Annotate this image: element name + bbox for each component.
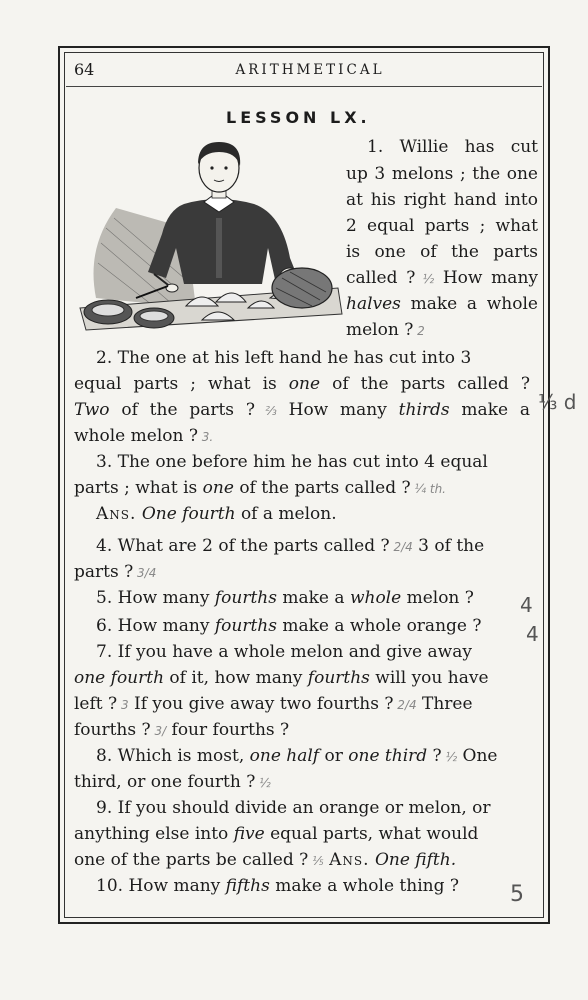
boy-cutting-melons-illustration [76, 138, 346, 336]
text-line [74, 562, 156, 583]
text-segment: of the parts called ? [233, 478, 411, 498]
text-line [346, 164, 538, 184]
text-segment: 9. If you should divide an orange or melon, or [96, 798, 491, 818]
text-line [346, 320, 425, 341]
text-segment: is one of the parts [346, 242, 538, 262]
text-segment: thirds [398, 400, 450, 420]
margin-note-4: 5 [510, 882, 524, 907]
text-segment: anything else into [74, 824, 234, 844]
margin-note-3: 4 [526, 622, 539, 646]
text-line [96, 876, 459, 896]
text-segment: If you give away two fourths ? [128, 694, 394, 714]
text-line [346, 216, 538, 236]
handwritten-answer: 2/4 [389, 540, 413, 554]
handwritten-answer: ½ [415, 272, 435, 286]
text-segment: 2. The one at his left hand he has cut into 3 [96, 348, 472, 368]
handwritten-answer: ½ [441, 750, 458, 764]
text-segment: 6. How many [96, 616, 215, 636]
lesson-title: LESSON LX. [226, 108, 371, 127]
text-line [96, 616, 481, 636]
text-segment: fourths [214, 588, 277, 608]
text-segment: four fourths ? [166, 720, 290, 740]
text-line [74, 772, 271, 793]
text-segment: will you have [369, 668, 489, 688]
text-segment: One fourth [141, 504, 236, 524]
margin-note-1: ⅓ d [538, 390, 577, 414]
handwritten-answer: 3. [197, 430, 214, 444]
text-segment: left ? [74, 694, 118, 714]
text-line [346, 190, 538, 210]
text-segment: Two [74, 400, 110, 420]
text-segment: make a [276, 588, 350, 608]
handwritten-answer: 3 [117, 698, 129, 712]
text-line [74, 374, 530, 394]
header-rule [66, 86, 542, 87]
text-segment: ? [427, 746, 442, 766]
text-segment: 1. Willie has cut [367, 137, 538, 157]
text-segment: 3 of the [412, 536, 485, 556]
text-segment: 2 equal parts ; what [346, 216, 538, 236]
text-line [74, 824, 478, 844]
handwritten-answer: ⅕ [308, 854, 324, 868]
text-segment: How many [434, 268, 538, 288]
text-segment: of the parts called ? [320, 374, 530, 394]
text-segment: 3. The one before him he has cut into 4 equal [96, 452, 488, 472]
text-line [96, 588, 474, 608]
text-segment: make a whole [400, 294, 538, 314]
text-line [96, 536, 484, 557]
text-segment: Ans. [329, 850, 370, 870]
text-line [74, 400, 530, 421]
running-head: ARITHMETICAL [235, 62, 385, 78]
text-segment: one of the parts be called ? [74, 850, 309, 870]
text-line [96, 348, 471, 368]
text-segment: halves [346, 294, 401, 314]
text-segment: or [319, 746, 349, 766]
text-segment: Three [416, 694, 473, 714]
text-line [74, 694, 473, 715]
text-segment: five [233, 824, 265, 844]
text-segment: 5. How many [96, 588, 215, 608]
text-segment: parts ; what is [74, 478, 203, 498]
text-line [96, 642, 472, 662]
text-segment: of it, how many [164, 668, 308, 688]
text-segment: up 3 melons ; the one [346, 164, 538, 184]
text-segment: equal parts ; what is [74, 374, 289, 394]
text-line [367, 137, 538, 157]
text-segment: fifths [225, 876, 270, 896]
text-segment: 8. Which is most, [96, 746, 250, 766]
handwritten-answer: ½ [255, 776, 271, 790]
handwritten-answer: 2 [413, 324, 425, 338]
text-segment: one [288, 374, 321, 394]
text-segment: fourths ? [74, 720, 151, 740]
text-segment: How many [276, 400, 399, 420]
text-segment: one fourth [74, 668, 165, 688]
text-segment: whole melon ? [74, 426, 198, 446]
text-line [346, 242, 538, 262]
text-line [74, 850, 456, 871]
text-segment: one third [348, 746, 428, 766]
text-segment: whole [349, 588, 402, 608]
text-segment: one [202, 478, 234, 498]
text-segment: one half [249, 746, 320, 766]
text-segment: 4. What are 2 of the parts called ? [96, 536, 390, 556]
text-segment: fourths [307, 668, 370, 688]
text-segment: make a whole thing ? [269, 876, 459, 896]
handwritten-answer: 2/4 [393, 698, 417, 712]
text-segment: One fifth. [374, 850, 457, 870]
page-number: 64 [74, 60, 95, 79]
text-segment: make a whole orange ? [276, 616, 482, 636]
text-line [96, 504, 337, 524]
text-segment: 7. If you have a whole melon and give away [96, 642, 472, 662]
text-line [96, 452, 488, 472]
text-line [346, 268, 538, 289]
text-segment: parts ? [74, 562, 134, 582]
text-segment: fourths [214, 616, 277, 636]
text-segment: of a melon. [235, 504, 337, 524]
text-segment: at his right hand into [346, 190, 538, 210]
text-line [346, 294, 538, 314]
text-segment: third, or one fourth ? [74, 772, 256, 792]
text-line [74, 668, 489, 688]
text-line [74, 478, 446, 499]
handwritten-answer: ⅔ [254, 404, 277, 418]
handwritten-answer: 3/ [150, 724, 167, 738]
text-segment: make a [449, 400, 530, 420]
handwritten-answer: 3/4 [133, 566, 157, 580]
text-segment: 10. How many [96, 876, 226, 896]
text-segment: melon ? [401, 588, 474, 608]
margin-note-2: 4 [520, 593, 533, 617]
text-line [74, 426, 213, 447]
text-line [96, 746, 498, 767]
text-segment: called ? [346, 268, 416, 288]
text-segment: One [457, 746, 498, 766]
text-segment: equal parts, what would [264, 824, 479, 844]
text-line [74, 720, 289, 741]
text-line [96, 798, 491, 818]
text-segment: Ans. [96, 504, 137, 524]
text-segment: melon ? [346, 320, 414, 340]
text-segment: of the parts ? [109, 400, 255, 420]
handwritten-answer: ¼ th. [410, 482, 446, 496]
